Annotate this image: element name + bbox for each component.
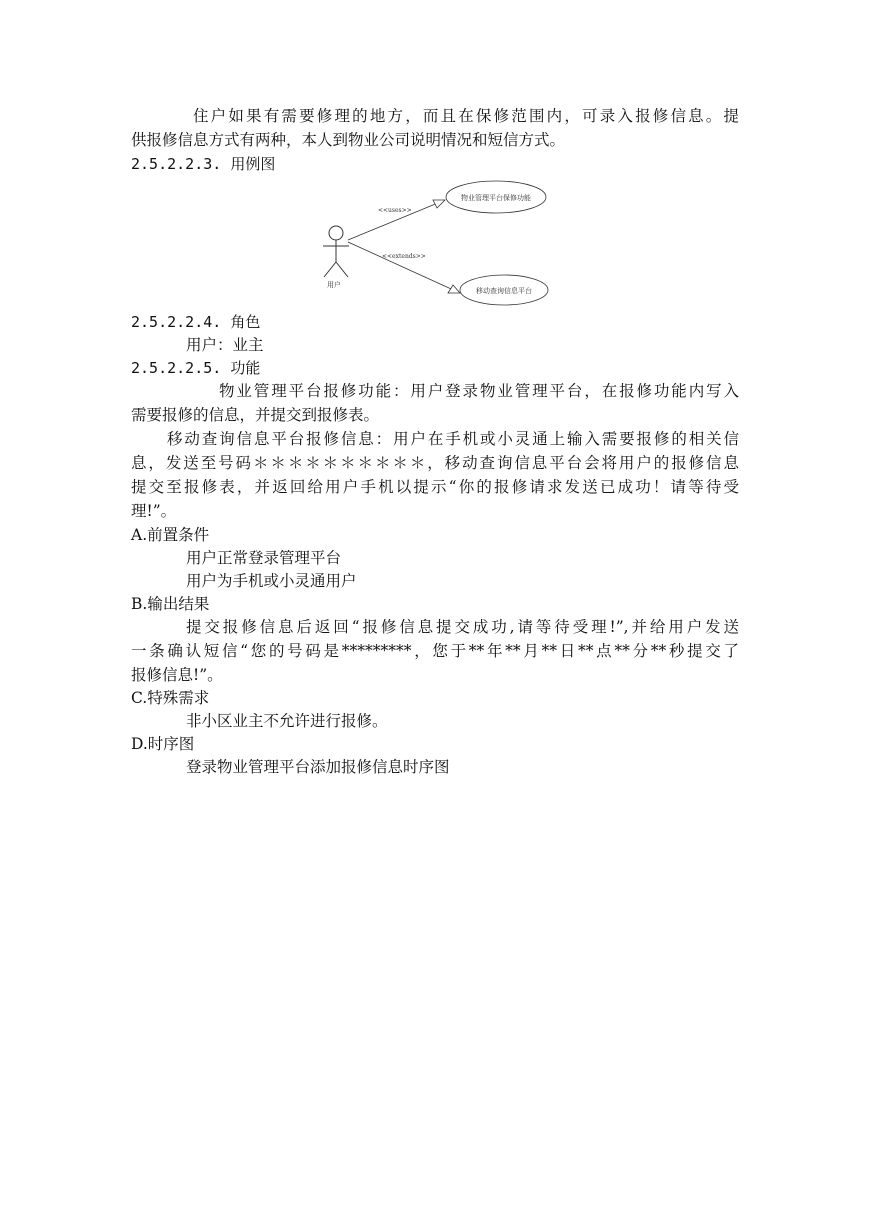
section-b-heading: B.输出结果 <box>131 595 210 613</box>
function-heading: 2.5.2.2.5. 功能 <box>131 359 261 377</box>
usecase-label-1: 物业管理平台保修功能 <box>461 194 531 202</box>
function-p1-line-2: 需要报修的信息，并提交到报修表。 <box>131 406 380 424</box>
function-p2-line-3: 提交至报修表，并返回给用户手机以提示“你的报修请求发送已成功！请等待受 <box>131 478 739 496</box>
section-d-text: 登录物业管理平台添加报修信息时序图 <box>186 758 450 776</box>
actor-figure <box>323 226 349 277</box>
uses-arrowhead <box>433 200 445 208</box>
actor-label: 用户 <box>327 281 341 289</box>
section-d-heading: D.时序图 <box>131 735 195 753</box>
function-p1-line-1: 物业管理平台报修功能：用户登录物业管理平台，在报修功能内写入 <box>219 382 739 400</box>
use-case-diagram <box>316 180 552 306</box>
section-a-heading: A.前置条件 <box>131 526 210 544</box>
section-b-line-1: 提交报修信息后返回“报修信息提交成功,请等待受理!”,并给用户发送 <box>186 618 739 636</box>
extends-label: <<extends>> <box>382 253 426 260</box>
usecase-label-2: 移动查询信息平台 <box>476 287 532 295</box>
function-p2-line-4: 理!”。 <box>131 502 177 520</box>
usecase-heading: 2.5.2.2.3. 用例图 <box>131 155 276 173</box>
uses-line <box>348 200 445 240</box>
extends-line <box>348 242 460 293</box>
function-p2-line-2: 息，发送至号码＊＊＊＊＊＊＊＊＊＊，移动查询信息平台会将用户的报修信息 <box>131 454 739 472</box>
extends-arrowhead <box>448 285 460 293</box>
section-a-item-1: 用户正常登录管理平台 <box>186 549 342 567</box>
role-heading: 2.5.2.2.4. 角色 <box>131 313 261 331</box>
uses-label: <<uses>> <box>378 207 412 214</box>
function-p2-line-1: 移动查询信息平台报修信息：用户在手机或小灵通上输入需要报修的相关信 <box>167 430 739 448</box>
intro-paragraph-line-2: 供报修信息方式有两种，本人到物业公司说明情况和短信方式。 <box>131 131 566 149</box>
section-b-line-2: 一条确认短信“您的号码是*********，您于**年**月**日**点**分**秒提交了 <box>131 642 739 660</box>
section-c-text: 非小区业主不允许进行报修。 <box>186 712 388 730</box>
section-b-line-3: 报修信息!”。 <box>131 666 223 684</box>
role-text: 用户：业主 <box>186 336 264 354</box>
section-c-heading: C.特殊需求 <box>131 689 210 707</box>
intro-paragraph-line-1: 住户如果有需要修理的地方，而且在保修范围内，可录入报修信息。提 <box>193 107 739 125</box>
section-a-item-2: 用户为手机或小灵通用户 <box>186 572 357 590</box>
